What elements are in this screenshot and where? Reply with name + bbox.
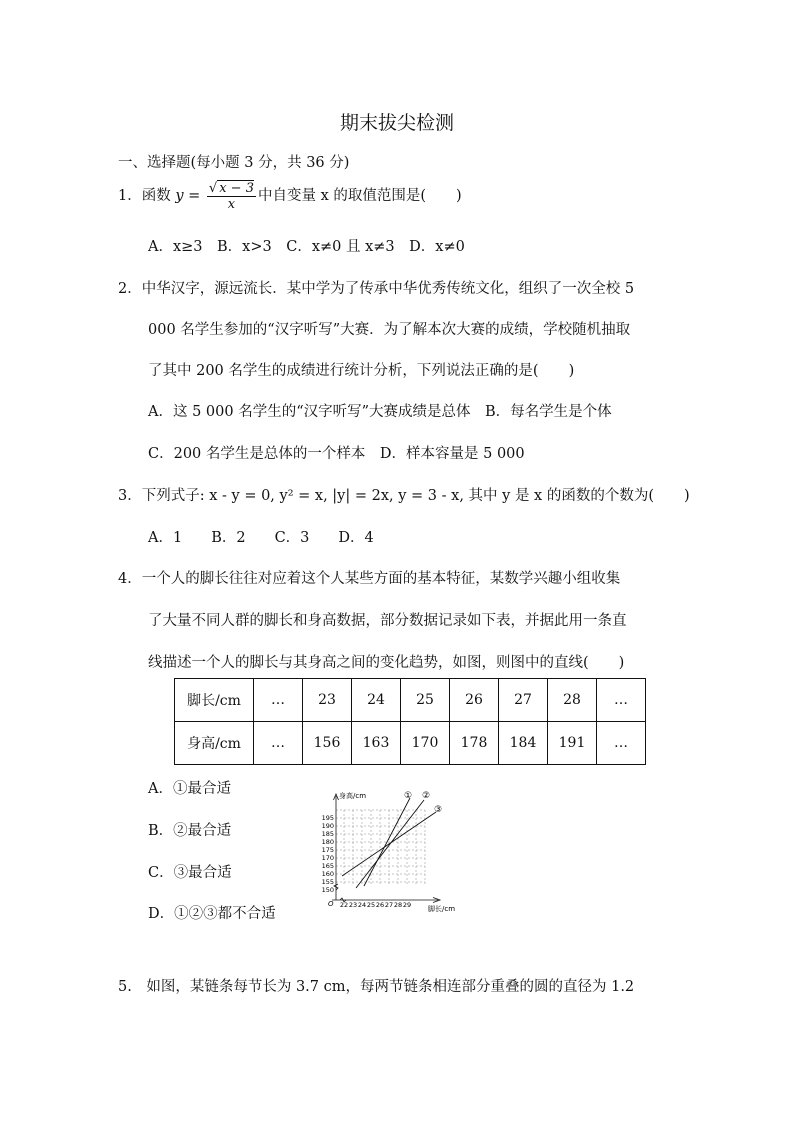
q4-option-a: A．①最合适 <box>148 781 231 797</box>
question-1 <box>118 180 462 212</box>
grid <box>336 810 425 886</box>
q2-options-ab: A．这 5 000 名学生的“汉字听写”大赛成绩是总体 B．每名学生是个体 <box>148 404 612 420</box>
q1-text: 函数 <box>141 188 176 204</box>
q1-close: ) <box>456 188 462 204</box>
x-tick-label: 29 <box>402 901 412 909</box>
table-cell: 28 <box>548 679 597 722</box>
x-axis-label: 脚长/cm <box>428 905 456 913</box>
x-tick-label: 28 <box>393 901 403 909</box>
q4-line1: 4．一个人的脚长往往对应着这个人某些方面的基本特征，某数学兴趣小组收集 <box>118 571 621 587</box>
table-cell: 23 <box>303 679 352 722</box>
x-tick-labels <box>340 901 411 909</box>
line-2 <box>356 800 424 888</box>
q2-line3-text: 了其中 200 名学生的成绩进行统计分析，下列说法正确的是( <box>148 363 539 379</box>
x-tick-label: 27 <box>384 901 394 909</box>
x-tick-label: 25 <box>366 901 376 909</box>
question-number: 1． <box>118 188 142 204</box>
line-labels <box>404 791 442 815</box>
table-cell: … <box>597 722 646 765</box>
q3-options: A．1 B．2 C．3 D．4 <box>148 530 374 546</box>
q4-line3-text: 线描述一个人的脚长与其身高之间的变化趋势，如图，则图中的直线( <box>148 655 589 671</box>
x-tick-label: 23 <box>348 901 358 909</box>
q4-line3 <box>148 651 624 672</box>
q2-line2: 000 名学生参加的“汉字听写”大赛．为了解本次大赛的成绩，学校随机抽取 <box>148 322 631 338</box>
x-tick-label: 26 <box>375 901 385 909</box>
origin-label: O <box>328 900 334 908</box>
q2-options-cd: C．200 名学生是总体的一个样本 D．样本容量是 5 000 <box>148 446 525 462</box>
y-axis-label: 身高/cm <box>339 792 367 800</box>
q3-close: ) <box>684 488 690 504</box>
table-cell: 163 <box>352 722 401 765</box>
fraction: $\frac{√ x - 3}{x}$ <box>208 181 254 212</box>
line-label: ③ <box>434 805 443 815</box>
y-tick-label: 180 <box>321 838 334 846</box>
page-title: 期末拔尖检测 <box>339 112 454 134</box>
y-tick-label: 190 <box>321 822 334 830</box>
y-tick-label: 160 <box>321 870 334 878</box>
table-cell: 184 <box>499 722 548 765</box>
q5-line: 5. 如图，某链条每节长为 3.7 cm，每两节链条相连部分重叠的圆的直径为 1.2 <box>118 979 635 995</box>
table-cell: … <box>254 679 303 722</box>
table-cell: 170 <box>401 722 450 765</box>
q4-line2: 了大量不同人群的脚长和身高数据，部分数据记录如下表，并据此用一条直 <box>148 613 627 629</box>
q1-var: y <box>175 188 184 204</box>
y-tick-label: 155 <box>321 878 334 886</box>
q1-options: A．x≥3 B．x>3 C．x≠0 且 x≠3 D．x≠0 <box>148 239 465 255</box>
table-row <box>175 722 646 765</box>
table-cell: 191 <box>548 722 597 765</box>
q1-text-end: 中自变量 x 的取值范围是( <box>257 188 427 204</box>
y-tick-label: 170 <box>321 854 334 862</box>
table-cell: 25 <box>401 679 450 722</box>
section-heading: 一、选择题(每小题 3 分，共 36 分) <box>118 155 350 171</box>
table-cell: 27 <box>499 679 548 722</box>
y-tick-labels <box>322 814 334 894</box>
q4-close: ) <box>618 655 625 671</box>
x-tick-label: 22 <box>339 901 349 909</box>
q2-close: ) <box>568 363 575 379</box>
table-cell: 24 <box>352 679 401 722</box>
x-tick-label: 24 <box>357 901 367 909</box>
table-row <box>175 679 646 722</box>
q4-option-c: C．③最合适 <box>148 865 232 881</box>
y-tick-label: 175 <box>321 846 334 854</box>
line-label: ② <box>422 791 431 801</box>
q4-option-b: B．②最合适 <box>148 823 232 839</box>
q2-line3 <box>148 359 574 380</box>
data-table <box>174 678 646 765</box>
q4-option-d: D．①②③都不合适 <box>148 906 276 922</box>
table-cell: … <box>597 679 646 722</box>
y-tick-label: 150 <box>321 886 334 894</box>
sqrt-content: x − 3 <box>219 181 254 196</box>
q1-eq: = <box>183 188 205 204</box>
table-cell: … <box>254 722 303 765</box>
q2-line1: 2．中华汉字，源远流长．某中学为了传承中华优秀传统文化，组织了一次全校 5 <box>118 281 635 297</box>
table-cell: 178 <box>450 722 499 765</box>
y-tick-label: 185 <box>321 830 334 838</box>
axes <box>332 794 443 903</box>
row-header: 身高/cm <box>175 722 254 765</box>
table-cell: 26 <box>450 679 499 722</box>
line-label: ① <box>404 791 413 801</box>
fraction-denominator: x <box>227 197 236 212</box>
table-cell: 156 <box>303 722 352 765</box>
height-footlength-graph <box>312 786 472 916</box>
q3-line <box>118 484 690 505</box>
row-header: 脚长/cm <box>175 679 254 722</box>
y-tick-label: 165 <box>321 862 334 870</box>
q3-text: 3．下列式子: x - y = 0, y² = x, |y| = 2x, y = 3 - x, 其中 y 是 x 的函数的个数为( <box>118 488 654 504</box>
y-tick-label: 195 <box>321 814 334 822</box>
